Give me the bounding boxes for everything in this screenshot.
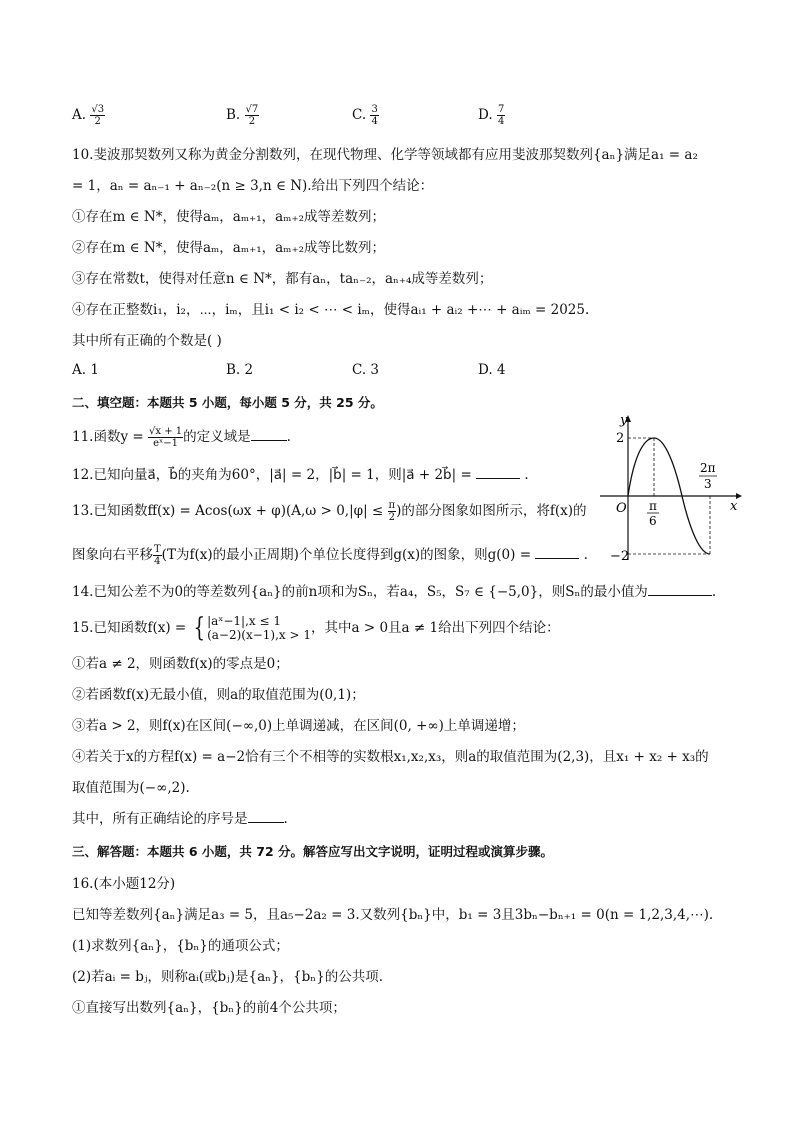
q10-conclusion-1: ①存在m ∈ N*，使得aₘ，aₘ₊₁，aₘ₊₂成等差数列； [72,209,385,225]
q13-line2: 图象向右平移 $\frac{T}{4}$ (T为f(x)的最小正周期)个单位长度得到g(x)的图象，则g(0) = . [72,544,588,567]
q13-line1: 13.已知函数ff(x) = Acos(ωx + φ)(A,ω > 0,|φ| ≤ $\frac{\pi}{2}$ )的部分图象如图所示，将f(x)的 [72,500,587,523]
section-2-heading: 二、填空题：本题共 5 小题，每小题 5 分，共 25 分。 [72,395,383,410]
q15-conclusion-1: ①若a ≠ 2，则函数f(x)的零点是0； [72,656,289,672]
q16-stem: 已知等差数列{aₙ}满足a₃ = 5，且a₅−2a₂ = 3.又数列{bₙ}中，b₁ = 3且3bₙ−bₙ₊₁ = 0(n = 1,2,3,4,⋯). [72,907,714,923]
x2-num: 2π [700,461,716,475]
x1-num: π [649,499,657,513]
q16-part1: (1)求数列{aₙ}，{bₙ}的通项公式； [72,938,289,954]
q9-option-d: D. $\frac{7}{4}$ [478,104,505,127]
q12: 12.已知向量a⃗，b⃗的夹角为60°，|a⃗| = 2，|b⃗| = 1，则|a⃗ + 2b⃗| = . [72,467,529,483]
q15-stem: 15.已知函数f(x) = { |aˣ−1|,x ≤ 1 (a−2)(x−1),x > 1 ，其中a > 0且a ≠ 1给出下列四个结论： [72,613,560,643]
x2-den: 3 [704,477,712,491]
answer-blank [648,583,712,596]
q11: 11.函数y = $\frac{√x + 1}{\text{eˣ−1}}$ 的定义域是 . [72,426,291,449]
q10-line2: = 1，aₙ = aₙ₋₁ + aₙ₋₂(n ≥ 3,n ∈ N).给出下列四个结论： [72,178,434,194]
q14: 14.已知公差不为0的等差数列{aₙ}的前n项和为Sₙ，若a₄，S₅，S₇ ∈ {−5,0}，则Sₙ的最小值为 . [72,584,717,600]
q10-option-a: A. 1 [72,362,99,378]
q10-option-c: C. 3 [352,362,380,378]
answer-blank [535,546,579,559]
q10-conclusion-3: ③存在常数t，使得对任意n ∈ N*，都有aₙ，taₙ₋₂，aₙ₊₄成等差数列； [72,271,493,287]
answer-blank [248,810,284,823]
q15-question: 其中，所有正确结论的序号是 . [72,811,288,827]
q16-part2-sub1: ①直接写出数列{aₙ}，{bₙ}的前4个公共项； [72,1000,346,1016]
q9-option-c: C. $\frac{3}{4}$ [352,104,378,127]
q10-option-b: B. 2 [226,362,254,378]
q15-conclusion-2: ②若函数f(x)无最小值，则a的取值范围为(0,1)； [72,687,365,703]
y-min-label: −2 [610,549,630,564]
origin-label: O [616,501,627,516]
answer-blank [476,466,520,479]
q10-question: 其中所有正确的个数是( ) [72,333,222,349]
y-max-label: 2 [616,431,625,446]
q10-conclusion-4: ④存在正整数i₁，i₂，⋯，iₘ，且i₁ < i₂ < ⋯ < iₘ，使得aᵢ₁ + aᵢ₂ +⋯ + aᵢₘ = 2025. [72,302,590,318]
y-label: y [620,413,628,428]
q10-line1: 10.斐波那契数列又称为黄金分割数列，在现代物理、化学等领域都有应用斐波那契数列{aₙ}满足a₁ = a₂ [72,147,698,163]
q15-conclusion-3: ③若a > 2，则f(x)在区间(−∞,0)上单调递减，在区间(0, +∞)上单调递增； [72,718,525,734]
q15-conclusion-4b: 取值范围为(−∞,2). [72,780,190,796]
x1-den: 6 [649,514,657,528]
section-3-heading: 三、解答题：本题共 6 小题，共 72 分。解答应写出文字说明，证明过程或演算步骤。 [72,844,554,859]
x-label: x [730,499,738,514]
cosine-graph [596,410,746,565]
option-letter: A. [72,107,87,123]
q16-head: 16.(本小题12分) [72,876,176,892]
q9-option-a: A. $\frac{√3}{2}$ [72,104,105,127]
q16-part2: (2)若aᵢ = bⱼ，则称aᵢ(或bⱼ)是{aₙ}，{bₙ}的公共项. [72,969,384,985]
answer-blank [251,428,287,441]
q15-conclusion-4a: ④若关于x的方程f(x) = a−2恰有三个不相等的实数根x₁,x₂,x₃，则a的取值范围为(2,3)，且x₁ + x₂ + x₃的 [72,749,709,765]
q10-option-d: D. 4 [478,362,506,378]
q10-conclusion-2: ②存在m ∈ N*，使得aₘ，aₘ₊₁，aₘ₊₂成等比数列； [72,240,385,256]
q9-option-b: B. $\frac{√7}{2}$ [226,104,259,127]
